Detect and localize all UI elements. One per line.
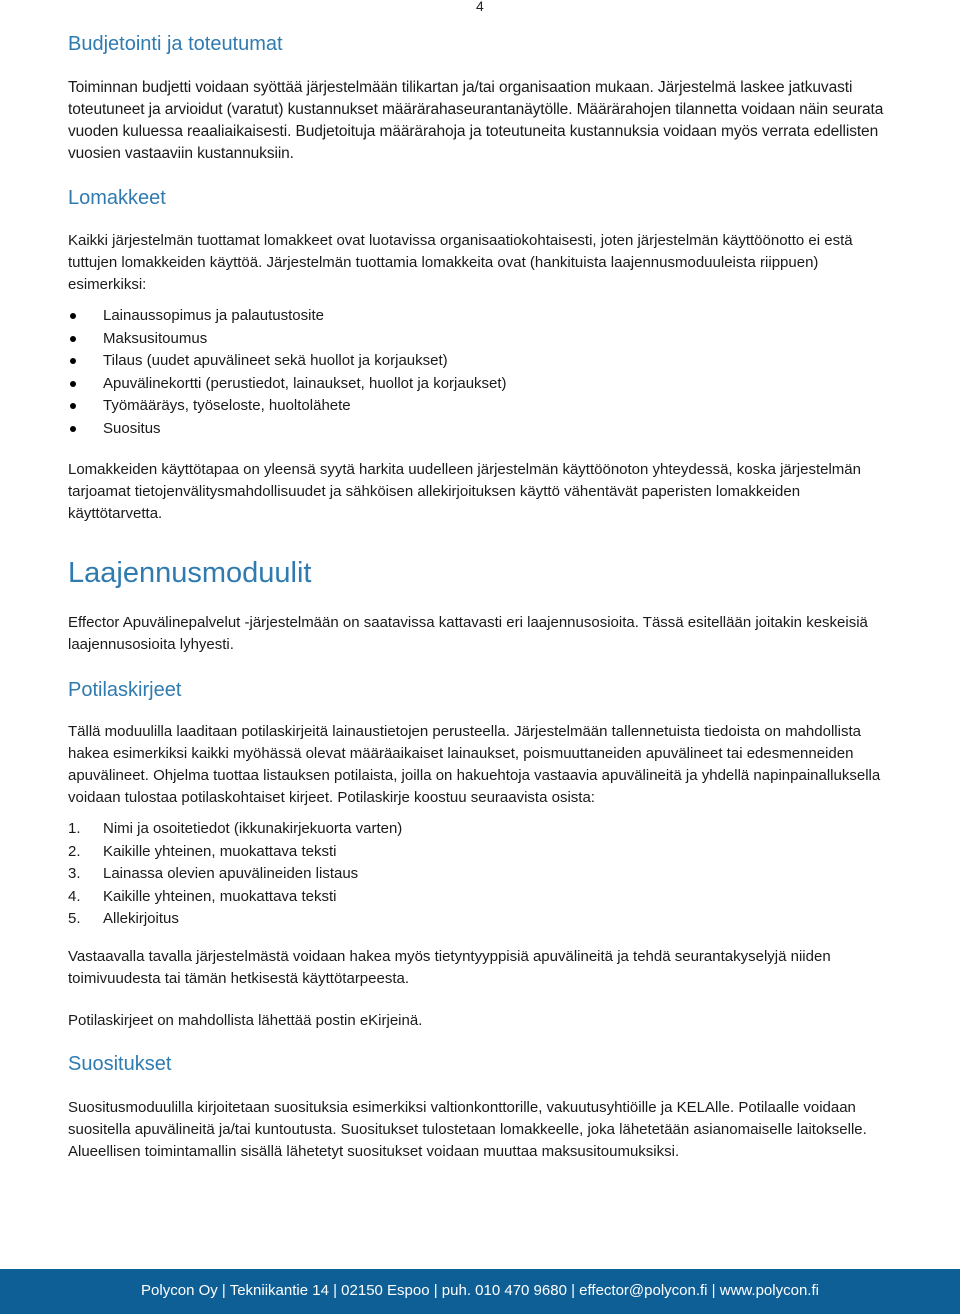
list-item: Suositus bbox=[68, 418, 898, 441]
list-item: 5. Allekirjoitus bbox=[68, 910, 179, 928]
patient-letter-parts bbox=[68, 818, 898, 931]
patient-letters-paragraph-3: Potilaskirjeet on mahdollista lähettää postin eKirjeinä. bbox=[68, 1012, 423, 1029]
patient-letters-paragraph-2: Vastaavalla tavalla järjestelmästä voidaan hakea myös tietyntyyppisiä apuvälineitä ja tehdä seurantakyselyjä niiden toimivuudesta tai tämän hetkisestä käyttötarpeesta. bbox=[68, 948, 831, 987]
extensions-heading: Laajennusmoduulit bbox=[68, 557, 312, 589]
patient-letters-heading: Potilaskirjeet bbox=[68, 679, 182, 701]
bullet-icon bbox=[70, 426, 76, 432]
list-item: Työmääräys, työseloste, huoltolähete bbox=[68, 395, 898, 418]
forms-list bbox=[68, 305, 898, 441]
list-item: 1. Nimi ja osoitetiedot (ikkunakirjekuorta varten) bbox=[68, 820, 403, 837]
list-item: Lainaussopimus ja palautustosite bbox=[68, 305, 898, 328]
list-item: 4. Kaikille yhteinen, muokattava teksti bbox=[68, 887, 337, 905]
list-item: Tilaus (uudet apuvälineet sekä huollot ja korjaukset) bbox=[68, 350, 898, 373]
page-footer bbox=[0, 1269, 960, 1314]
bullet-icon bbox=[70, 358, 76, 364]
forms-intro: Kaikki järjestelmän tuottamat lomakkeet ovat luotavissa organisaatiokohtaisesti, joten järjestelmän käyttöönotto ei estä tuttujen lomakkeiden käyttöä. Järjestelmän tuottamia lomakkeita ovat (hankituista laajennusmoduuleista riippuen) esimerkiksi: bbox=[68, 232, 853, 293]
bullet-icon bbox=[70, 313, 76, 319]
bullet-icon bbox=[70, 381, 76, 387]
budget-paragraph: Toiminnan budjetti voidaan syöttää järjestelmään tilikartan ja/tai organisaation mukaan. Järjestelmä laskee jatkuvasti toteutuneet ja arvioidut (varatut) kustannukset määrärahaseurantanäytölle. Määrärahojen tilannetta voidaan näin seurata vuoden kuluessa reaaliaikaisesti. Budjetoituja määrärahoja ja toteutuneita kustannuksia voidaan myös verrata edellisten vuosien vastaaviin kustannuksiin. bbox=[68, 79, 884, 162]
recommendations-paragraph: Suositusmoduulilla kirjoitetaan suosituksia esimerkiksi valtionkonttorille, vakuutusyhtiöille ja KELAlle. Potilaalle voidaan suositella apuvälineitä ja/tai kuntoutusta. Suositukset tulostetaan lomakkeelle, joka lähetetään asianomaiselle laitokselle. Alueellisen toimintamallin sisällä lähetetyt suositukset voidaan muuttaa maksusitoumuksiksi. bbox=[68, 1099, 867, 1160]
bullet-icon bbox=[70, 336, 76, 342]
patient-letters-intro: Tällä moduulilla laaditaan potilaskirjeitä lainaustietojen perusteella. Järjestelmään tallennetuista tiedoista on mahdollista hakea esimerkiksi kaikki myöhässä olevat määräaikaiset lainaukset, poismuuttaneiden apuvälineet tai edesmenneiden apuvälineet. Ohjelma tuottaa listauksen potilaista, joilla on hakuehtoja vastaavia apuvälineitä ja yhdellä napinpainalluksella voidaan tulostaa potilaskohtaiset kirjeet. Potilaskirje koostuu seuraavista osista: bbox=[68, 723, 881, 806]
list-item: 3. Lainassa olevien apuvälineiden listaus bbox=[68, 865, 359, 883]
forms-heading: Lomakkeet bbox=[68, 187, 166, 209]
forms-closing: Lomakkeiden käyttötapaa on yleensä syytä harkita uudelleen järjestelmän käyttöönoton yhteydessä, koska järjestelmän tarjoamat tietojenvälitysmahdollisuudet ja sähköisen allekirjoituksen käyttö vähentävät paperisten lomakkeiden käyttötarvetta. bbox=[68, 461, 861, 522]
footer-contact: Polycon Oy | Tekniikantie 14 | 02150 Espoo | puh. 010 470 9680 | effector@polycon.fi | www.polycon.fi bbox=[141, 1282, 819, 1299]
page-number: 4 bbox=[476, 0, 484, 14]
budget-heading: Budjetointi ja toteutumat bbox=[68, 33, 283, 55]
list-item: Apuvälinekortti (perustiedot, lainaukset, huollot ja korjaukset) bbox=[68, 373, 898, 396]
list-item: Maksusitoumus bbox=[68, 328, 898, 351]
recommendations-heading: Suositukset bbox=[68, 1053, 172, 1075]
list-item: 2. Kaikille yhteinen, muokattava teksti bbox=[68, 842, 337, 860]
bullet-icon bbox=[70, 403, 76, 409]
extensions-intro: Effector Apuvälinepalvelut -järjestelmään on saatavissa kattavasti eri laajennusosioita. Tässä esitellään joitakin keskeisiä laajennusosioita lyhyesti. bbox=[68, 614, 868, 653]
